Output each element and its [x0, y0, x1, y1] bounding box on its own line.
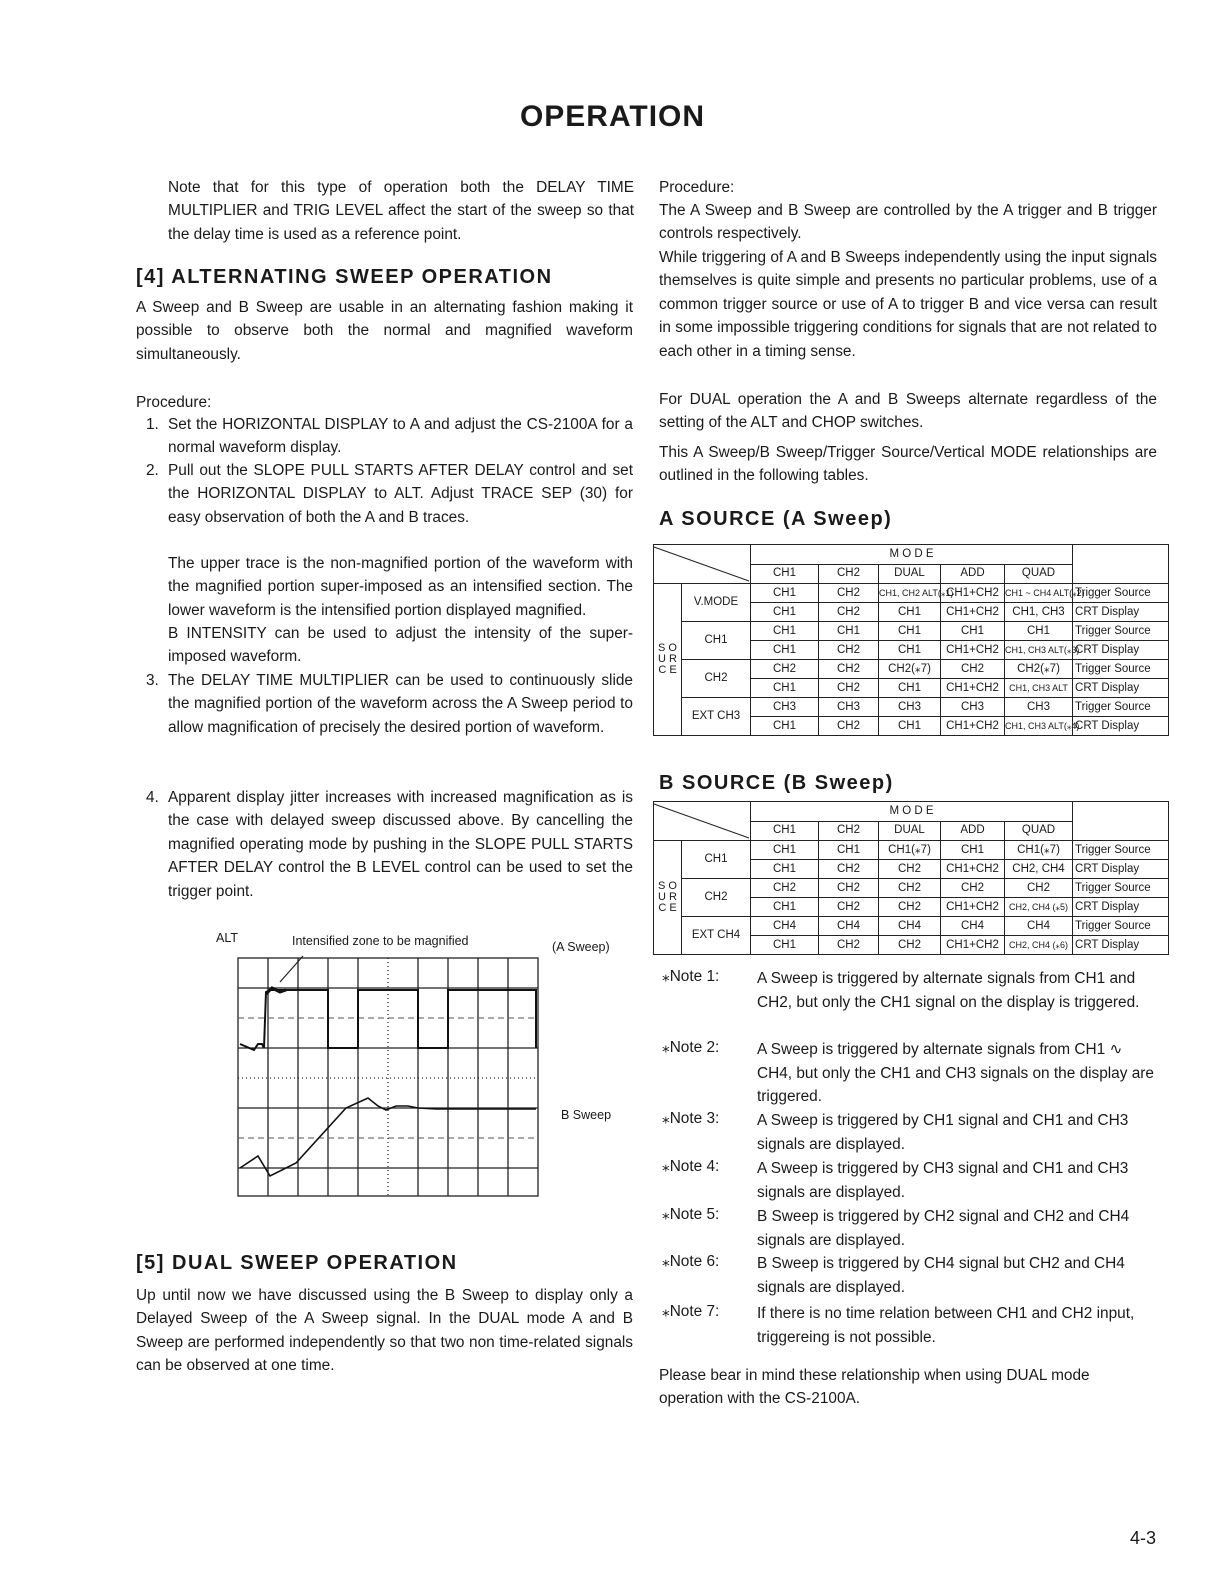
table-cell: CH1+CH2: [941, 679, 1005, 698]
row-type: Trigger Source: [1073, 622, 1169, 641]
source-label: S O U R C E: [654, 841, 682, 955]
oscilloscope-figure: [236, 948, 542, 1200]
right-paragraph-2: While triggering of A and B Sweeps independently using the input signals themselves is quite simple and presents no particular problems, use of a common trigger source or use of A to trigger B and vice versa can result in some impossible triggering conditions for signals that are not related to each other in a timing sense.: [659, 249, 1157, 360]
row-type: Trigger Source: [1073, 698, 1169, 717]
table-cell: CH2: [819, 603, 879, 622]
table-cell: CH2: [941, 879, 1005, 898]
table-cell: CH2: [879, 936, 941, 955]
table-cell: CH1+CH2: [941, 898, 1005, 917]
table-cell: CH1(⁎7): [879, 841, 941, 860]
section-5-body: Up until now we have discussed using the B Sweep to display only a Delayed Sweep of the A Sweep signal. In the DUAL mode A and B Sweep are performed independently so that two non time-related signals can be observed at one time.: [136, 1287, 633, 1375]
table-cell: CH2, CH4 (⁎5): [1005, 898, 1073, 917]
table-cell: CH2, CH4 (⁎6): [1005, 936, 1073, 955]
table-cell: CH1: [751, 584, 819, 603]
source-label: S O U R C E: [654, 584, 682, 736]
table-cell: CH1+CH2: [941, 860, 1005, 879]
table-cell: CH2: [941, 660, 1005, 679]
table-b: [653, 801, 1169, 955]
table-cell: CH2: [819, 584, 879, 603]
table-cell: CH2: [819, 936, 879, 955]
table-cell: CH1: [879, 603, 941, 622]
row-type: Trigger Source: [1073, 879, 1169, 898]
col-header: CH1: [751, 821, 819, 841]
note-text: A Sweep is triggered by CH3 signal and CH1 and CH3 signals are displayed.: [757, 1160, 1129, 1201]
table-cell: CH1(⁎7): [1005, 841, 1073, 860]
step-4: [136, 786, 633, 900]
table-cell: CH2: [879, 860, 941, 879]
blank-header: [1073, 802, 1169, 841]
closing-paragraph: Please bear in mind these relationship when using DUAL mode operation with the CS-2100A.: [659, 1367, 1090, 1408]
note-label: ⁎Note 7:: [662, 1303, 720, 1320]
table-cell: CH4: [879, 917, 941, 936]
table-cell: CH1: [879, 679, 941, 698]
table-cell: CH2: [819, 898, 879, 917]
group-label: EXT CH4: [682, 917, 751, 955]
row-type: Trigger Source: [1073, 660, 1169, 679]
intro-paragraph: Note that for this type of operation both the DELAY TIME MULTIPLIER and TRIG LEVEL affect the start of the sweep so that the delay time is used as a reference point.: [168, 179, 634, 243]
table-cell: CH4: [751, 917, 819, 936]
right-paragraph-3: For DUAL operation the A and B Sweeps alternate regardless of the setting of the ALT and CHOP switches.: [659, 391, 1157, 432]
row-type: CRT Display: [1073, 898, 1169, 917]
table-cell: CH2: [819, 660, 879, 679]
table-cell: CH2: [879, 879, 941, 898]
row-type: Trigger Source: [1073, 917, 1169, 936]
row-type: Trigger Source: [1073, 584, 1169, 603]
col-header: CH2: [819, 821, 879, 841]
table-cell: CH2: [1005, 879, 1073, 898]
table-cell: CH1, CH2 ALT(⁎1): [879, 584, 941, 603]
right-paragraph-4: This A Sweep/B Sweep/Trigger Source/Vertical MODE relationships are outlined in the following tables.: [659, 444, 1157, 485]
table-cell: CH1: [819, 841, 879, 860]
table-corner: [654, 802, 751, 841]
step-text: The DELAY TIME MULTIPLIER can be used to continuously slide the magnified portion of the waveform across the A Sweep period to allow magnification of precisely the desired portion of waveform.: [168, 672, 633, 736]
table-a: [653, 544, 1169, 736]
table-cell: CH1: [941, 622, 1005, 641]
b-sweep-label: B Sweep: [561, 1108, 612, 1122]
step-2-detail-a: The upper trace is the non-magnified portion of the waveform with the magnified portion super-imposed as an intensified section. The lower waveform is the intensified portion displayed magnified.: [168, 555, 633, 619]
row-type: CRT Display: [1073, 679, 1169, 698]
table-cell: CH1: [819, 622, 879, 641]
table-cell: CH3: [879, 698, 941, 717]
table-cell: CH2: [751, 879, 819, 898]
table-cell: CH1: [751, 603, 819, 622]
table-cell: CH2(⁎7): [1005, 660, 1073, 679]
section-4-heading: [4] ALTERNATING SWEEP OPERATION: [136, 266, 553, 288]
table-cell: CH1+CH2: [941, 641, 1005, 660]
row-type: CRT Display: [1073, 603, 1169, 622]
note-label: ⁎Note 5:: [662, 1206, 720, 1223]
table-cell: CH1+CH2: [941, 717, 1005, 736]
note-label: ⁎Note 3:: [662, 1110, 720, 1127]
step-text: Set the HORIZONTAL DISPLAY to A and adjust the CS-2100A for a normal waveform display.: [168, 416, 633, 457]
table-cell: CH2: [819, 860, 879, 879]
table-cell: CH2: [879, 898, 941, 917]
table-cell: CH2: [751, 660, 819, 679]
table-cell: CH1, CH3 ALT(⁎3): [1005, 641, 1073, 660]
table-cell: CH3: [751, 698, 819, 717]
table-cell: CH2, CH4: [1005, 860, 1073, 879]
group-label: CH1: [682, 622, 751, 660]
col-header: CH2: [819, 564, 879, 584]
step-2-detail-b: B INTENSITY can be used to adjust the intensity of the super-imposed waveform.: [168, 625, 633, 666]
group-label: V.MODE: [682, 584, 751, 622]
mode-header: M O D E: [751, 802, 1073, 822]
note-label: ⁎Note 6:: [662, 1253, 720, 1270]
table-cell: CH3: [1005, 698, 1073, 717]
table-cell: CH1: [751, 936, 819, 955]
table-cell: CH1: [941, 841, 1005, 860]
table-a-heading: A SOURCE (A Sweep): [659, 508, 893, 530]
step-text: Pull out the SLOPE PULL STARTS AFTER DELAY control and set the HORIZONTAL DISPLAY to ALT. Adjust TRACE SEP (30) for easy observation of both the A and B traces.: [168, 462, 633, 526]
col-header: ADD: [941, 564, 1005, 584]
section-4-body: A Sweep and B Sweep are usable in an alternating fashion making it possible to observe both the normal and magnified waveform simultaneously.: [136, 299, 633, 363]
step-number: 2.: [146, 462, 159, 479]
note-text: A Sweep is triggered by alternate signals from CH1 and CH2, but only the CH1 signal on the display is triggered.: [757, 970, 1140, 1011]
table-cell: CH1+CH2: [941, 584, 1005, 603]
alt-label: ALT: [216, 931, 238, 945]
table-cell: CH1: [751, 860, 819, 879]
table-cell: CH1 ~ CH4 ALT(⁎2): [1005, 584, 1073, 603]
mode-header: M O D E: [751, 545, 1073, 565]
table-cell: CH1, CH3 ALT: [1005, 679, 1073, 698]
right-procedure-label: Procedure:: [659, 179, 735, 196]
table-cell: CH1: [751, 717, 819, 736]
table-cell: CH4: [819, 917, 879, 936]
table-cell: CH1: [879, 717, 941, 736]
row-type: CRT Display: [1073, 936, 1169, 955]
step-3: [136, 669, 633, 759]
table-cell: CH2: [819, 641, 879, 660]
note-text: A Sweep is triggered by alternate signals from CH1 ∿ CH4, but only the CH1 and CH3 signals on the display are triggered.: [757, 1041, 1154, 1106]
table-cell: CH3: [941, 698, 1005, 717]
col-header: QUAD: [1005, 564, 1073, 584]
table-cell: CH1: [879, 622, 941, 641]
table-cell: CH1: [751, 841, 819, 860]
row-type: Trigger Source: [1073, 841, 1169, 860]
group-label: CH2: [682, 879, 751, 917]
right-paragraph-1: The A Sweep and B Sweep are controlled by the A trigger and B trigger controls respectively.: [659, 202, 1157, 243]
section-4-procedure-label: Procedure:: [136, 394, 212, 411]
step-number: 4.: [146, 789, 159, 806]
table-cell: CH2: [819, 679, 879, 698]
table-cell: CH1: [879, 641, 941, 660]
a-sweep-label: (A Sweep): [552, 940, 610, 954]
table-cell: CH4: [941, 917, 1005, 936]
step-number: 3.: [146, 672, 159, 689]
blank-header: [1073, 545, 1169, 584]
group-label: EXT CH3: [682, 698, 751, 736]
row-type: CRT Display: [1073, 860, 1169, 879]
group-label: CH2: [682, 660, 751, 698]
table-cell: CH2: [819, 879, 879, 898]
note-text: B Sweep is triggered by CH4 signal but CH2 and CH4 signals are displayed.: [757, 1255, 1125, 1296]
step-text: Apparent display jitter increases with increased magnification as is the case with delayed sweep discussed above. By cancelling the magnified operating mode by pushing in the SLOPE PULL STARTS AFTER DELAY control the B LEVEL control can be used to set the trigger point.: [168, 789, 633, 900]
page-number: 4-3: [1130, 1528, 1157, 1548]
step-2: [136, 459, 633, 549]
page-title: OPERATION: [519, 100, 706, 133]
note-text: A Sweep is triggered by CH1 signal and CH1 and CH3 signals are displayed.: [757, 1112, 1129, 1153]
note-text: If there is no time relation between CH1 and CH2 input, triggereing is not possible.: [757, 1305, 1135, 1346]
group-label: CH1: [682, 841, 751, 879]
step-number: 1.: [146, 416, 159, 433]
table-cell: CH1, CH3: [1005, 603, 1073, 622]
table-cell: CH1+CH2: [941, 603, 1005, 622]
table-cell: CH1: [751, 641, 819, 660]
section-5-heading: [5] DUAL SWEEP OPERATION: [136, 1252, 458, 1274]
table-cell: CH1, CH3 ALT(⁎4): [1005, 717, 1073, 736]
note-label: ⁎Note 4:: [662, 1158, 720, 1175]
note-label: ⁎Note 1:: [662, 968, 720, 985]
table-cell: CH2(⁎7): [879, 660, 941, 679]
table-cell: CH1+CH2: [941, 936, 1005, 955]
col-header: DUAL: [879, 821, 941, 841]
table-b-heading: B SOURCE (B Sweep): [659, 772, 894, 794]
row-type: CRT Display: [1073, 641, 1169, 660]
col-header: CH1: [751, 564, 819, 584]
table-cell: CH2: [819, 717, 879, 736]
note-label: ⁎Note 2:: [662, 1039, 720, 1056]
col-header: DUAL: [879, 564, 941, 584]
table-corner: [654, 545, 751, 584]
table-cell: CH1: [751, 898, 819, 917]
table-cell: CH1: [1005, 622, 1073, 641]
row-type: CRT Display: [1073, 717, 1169, 736]
col-header: QUAD: [1005, 821, 1073, 841]
table-cell: CH3: [819, 698, 879, 717]
table-cell: CH4: [1005, 917, 1073, 936]
table-cell: CH1: [751, 679, 819, 698]
col-header: ADD: [941, 821, 1005, 841]
intensified-zone-label: Intensified zone to be magnified: [292, 934, 469, 948]
note-text: B Sweep is triggered by CH2 signal and CH2 and CH4 signals are displayed.: [757, 1208, 1130, 1249]
table-cell: CH1: [751, 622, 819, 641]
